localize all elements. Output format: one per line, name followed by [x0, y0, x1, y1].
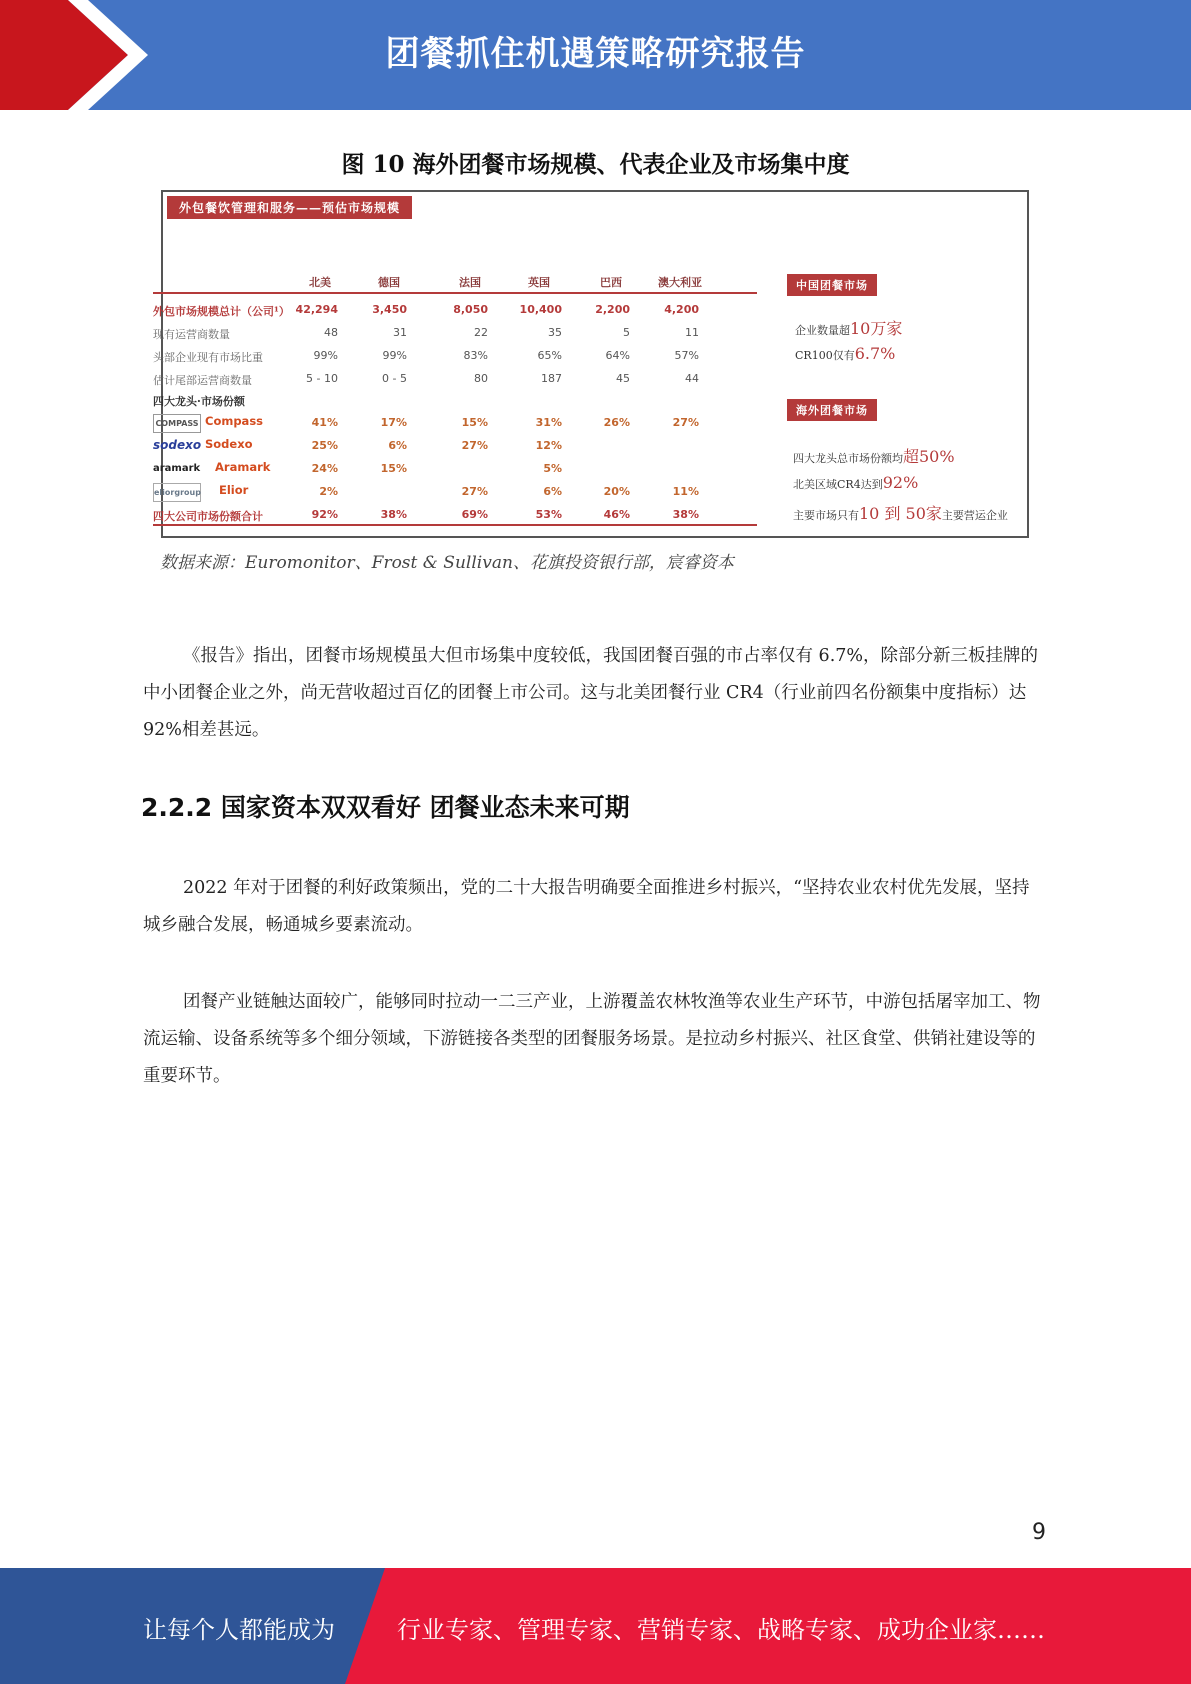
table-cell: 5 [623, 326, 630, 339]
col-header: 北美 [309, 276, 331, 289]
page-header [0, 0, 1191, 110]
table-cell: 8,050 [453, 303, 488, 316]
paragraph-2: 2022 年对于团餐的利好政策频出，党的二十大报告明确要全面推进乡村振兴，“坚持农业农村优先发展，坚持城乡融合发展，畅通城乡要素流动。 [143, 878, 1030, 935]
col-header: 英国 [528, 276, 550, 289]
table-cell: 65% [537, 349, 562, 362]
table-cell: 2,200 [595, 303, 630, 316]
table-cell: 0 - 5 [382, 372, 407, 385]
table-cell: 25% [311, 439, 338, 452]
table-cell: 99% [313, 349, 338, 362]
table-cell: 6% [388, 439, 407, 452]
footer-slogan-left: 让每个人都能成为 [143, 1616, 335, 1644]
overseas-note-2-text: 北美区域CR4达到 [793, 478, 883, 491]
paragraph-1: 《报告》指出，团餐市场规模虽大但市场集中度较低，我国团餐百强的市占率仅有 6.7%，除部分新三板挂牌的中小团餐企业之外，尚无营收超过百亿的团餐上市公司。这与北美团餐行业 CR4（行业前四名份额集中度指标）达 92%相差甚远。 [143, 646, 1039, 740]
page-footer [0, 1568, 1191, 1684]
sodexo-logo: sodexo [153, 438, 202, 452]
overseas-note-2-highlight: 92% [882, 473, 919, 492]
table-cell: 27% [461, 485, 488, 498]
table-cell: 27% [672, 416, 699, 429]
china-note-1 [795, 316, 902, 339]
china-note-2-text: CR100仅有 [795, 349, 855, 362]
table-cell: 11 [685, 326, 699, 339]
table-cell: 15% [380, 462, 407, 475]
table-cell: 11% [672, 485, 699, 498]
overseas-note-1 [793, 444, 955, 467]
footer-rule [153, 524, 757, 526]
table-cell: 4,200 [664, 303, 699, 316]
table-cell: 38% [380, 508, 407, 521]
overseas-note-3-tail: 主要营运企业 [941, 509, 1008, 522]
row-label: 估计尾部运营商数量 [153, 374, 252, 387]
row-label: 现有运营商数量 [153, 328, 230, 341]
figure-caption: 图 10 海外团餐市场规模、代表企业及市场集中度 [341, 151, 850, 178]
table-cell: 69% [461, 508, 488, 521]
table-cell: 10,400 [519, 303, 562, 316]
overseas-note-2 [793, 473, 918, 492]
page-number: 9 [1032, 1520, 1046, 1545]
row-label: 头部企业现有市场比重 [153, 351, 263, 364]
table-cell: 92% [311, 508, 338, 521]
table-cell: 53% [535, 508, 562, 521]
col-header: 澳大利亚 [658, 276, 702, 289]
col-header: 巴西 [600, 276, 622, 289]
table-cell: 27% [461, 439, 488, 452]
table-cell: 99% [382, 349, 407, 362]
table-cell: 64% [605, 349, 630, 362]
table-cell: 31% [535, 416, 562, 429]
china-note-2 [795, 344, 895, 363]
section-heading: 2.2.2 国家资本双双看好 团餐业态未来可期 [141, 793, 630, 822]
table-cell: 42,294 [295, 303, 338, 316]
aramark-logo: aramark [153, 463, 201, 474]
overseas-note-1-highlight: 超50% [903, 447, 955, 466]
company-name: Elior [219, 483, 249, 497]
share-header: 四大龙头·市场份额 [153, 395, 245, 408]
table-cell: 15% [461, 416, 488, 429]
company-name: Compass [205, 414, 264, 428]
row-label: 外包市场规模总计（公司¹） [153, 305, 290, 318]
table-cell: 5 - 10 [306, 372, 338, 385]
overseas-note-3-highlight: 10 到 50家 [859, 504, 942, 523]
footer-slogan-right: 行业专家、管理专家、营销专家、战略专家、成功企业家…… [397, 1616, 1045, 1644]
overseas-note-3 [793, 501, 1008, 524]
table-cell: 35 [548, 326, 562, 339]
table-cell: 48 [324, 326, 338, 339]
table-cell: 187 [541, 372, 562, 385]
table-cell: 26% [603, 416, 630, 429]
table-cell: 45 [616, 372, 630, 385]
row-label: 四大公司市场份额合计 [153, 510, 263, 523]
col-header: 德国 [378, 276, 400, 289]
table-cell: 41% [311, 416, 338, 429]
china-note-1-highlight: 10万家 [850, 319, 903, 338]
table-cell: 83% [463, 349, 488, 362]
table-cell: 44 [685, 372, 699, 385]
table-cell: 17% [380, 416, 407, 429]
overseas-note-1-text: 四大龙头总市场份额均 [793, 452, 903, 465]
figure-panel [153, 190, 1029, 538]
header-rule [153, 292, 757, 294]
table-cell: 24% [311, 462, 338, 475]
china-note-1-text: 企业数量超 [795, 324, 850, 337]
table-cell: 3,450 [372, 303, 407, 316]
table-cell: 20% [603, 485, 630, 498]
table-cell: 38% [672, 508, 699, 521]
table-cell: 57% [674, 349, 699, 362]
paragraph-3: 团餐产业链触达面较广，能够同时拉动一二三产业，上游覆盖农林牧渔等农业生产环节，中游包括屠宰加工、物流运输、设备系统等多个细分领域，下游链接各类型的团餐服务场景。是拉动乡村振兴、社区食堂、供销社建设等的重要环节。 [143, 992, 1041, 1086]
table-cell: 46% [603, 508, 630, 521]
company-name: Sodexo [205, 437, 253, 451]
table-cell: 12% [535, 439, 562, 452]
china-market-tag: 中国团餐市场 [787, 274, 877, 296]
elior-logo: eliorgroup [153, 483, 201, 502]
china-note-2-highlight: 6.7% [854, 344, 896, 363]
overseas-market-tag: 海外团餐市场 [787, 399, 877, 421]
company-name: Aramark [215, 460, 271, 474]
col-header: 法国 [459, 276, 481, 289]
table-cell: 5% [543, 462, 562, 475]
table-cell: 22 [474, 326, 488, 339]
table-cell: 80 [474, 372, 488, 385]
figure-tag: 外包餐饮管理和服务——预估市场规模 [167, 196, 412, 219]
header-title: 团餐抓住机遇策略研究报告 [385, 34, 806, 74]
table-cell: 2% [319, 485, 338, 498]
overseas-note-3-text: 主要市场只有 [793, 509, 859, 522]
table-cell: 6% [543, 485, 562, 498]
figure-source: 数据来源：Euromonitor、Frost & Sullivan、花旗投资银行部，宸睿资本 [160, 553, 734, 573]
table-cell: 31 [393, 326, 407, 339]
compass-logo: COMPASS [153, 414, 201, 433]
